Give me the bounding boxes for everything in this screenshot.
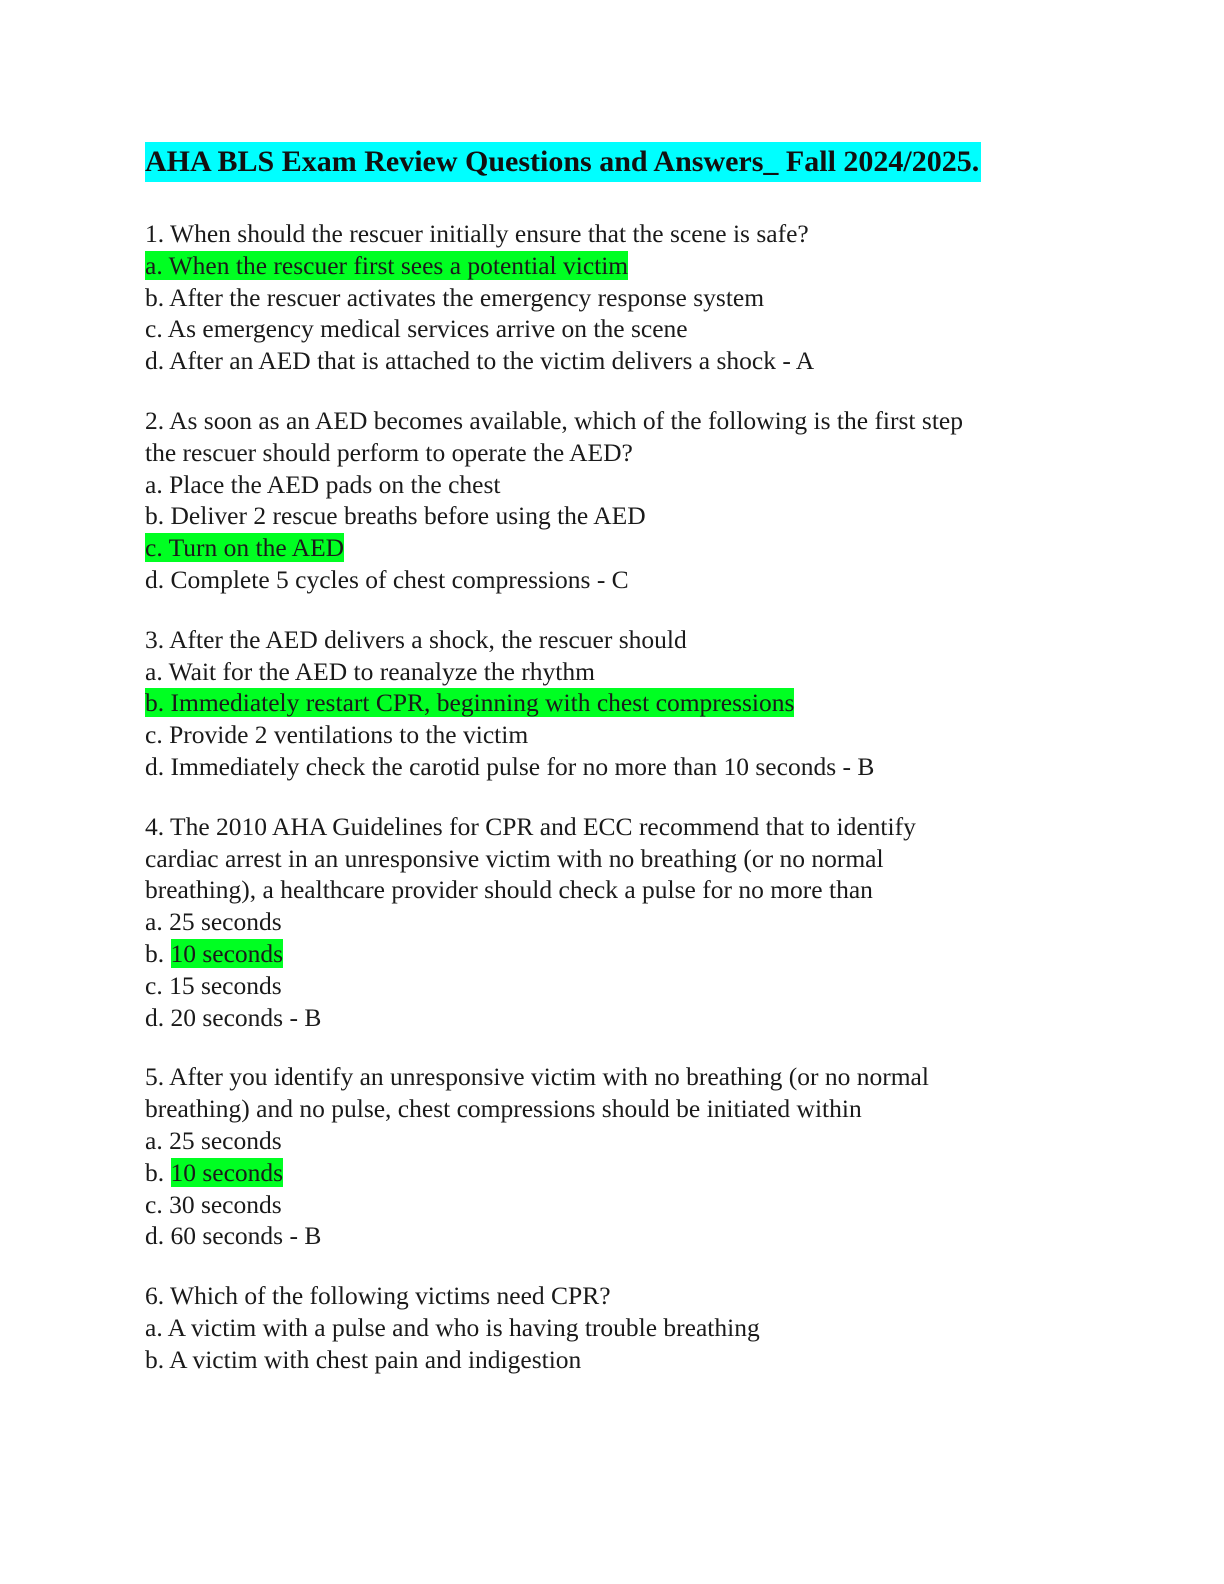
question-6 [145,1280,1085,1375]
question-stem-line: 1. When should the rescuer initially ensure that the scene is safe? [145,219,809,248]
option-text: c. Provide 2 ventilations to the victim [145,720,529,750]
question-1 [145,218,1085,377]
option-letter: b. [145,1157,171,1187]
answer-option-correct [145,938,1085,970]
option-text: d. 20 seconds - B [145,1002,322,1032]
option-text: a. When the rescuer first sees a potential victim [145,250,629,280]
answer-option-correct [145,532,1085,564]
answer-option [145,345,1085,377]
answer-option [145,656,1085,688]
document-title: AHA BLS Exam Review Questions and Answers_ Fall 2024/2025. [145,142,981,182]
option-text: c. As emergency medical services arrive on the scene [145,314,688,344]
option-text: b. A victim with chest pain and indigestion [145,1344,582,1374]
document-page [145,142,1085,1376]
answer-option [145,970,1085,1002]
option-text: a. 25 seconds [145,907,282,937]
option-text: c. Turn on the AED [145,533,345,563]
answer-option [145,282,1085,314]
answer-option [145,564,1085,596]
question-stem-line: cardiac arrest in an unresponsive victim with no breathing (or no normal [145,843,884,873]
question-2 [145,405,1085,596]
option-text: a. 25 seconds [145,1125,282,1155]
option-text: d. After an AED that is attached to the victim delivers a shock - A [145,346,815,376]
answer-option [145,719,1085,751]
answer-option [145,1189,1085,1221]
option-text: a. A victim with a pulse and who is having trouble breathing [145,1312,760,1342]
option-text: c. 15 seconds [145,970,282,1000]
option-text: a. Place the AED pads on the chest [145,469,501,499]
question-stem-line: breathing), a healthcare provider should check a pulse for no more than [145,875,873,905]
question-stem-line: the rescuer should perform to operate the AED? [145,437,633,467]
option-letter: b. [145,938,171,968]
option-text: d. 60 seconds - B [145,1221,322,1251]
answer-option [145,751,1085,783]
question-4 [145,811,1085,1034]
answer-option [145,1125,1085,1157]
option-text: b. Deliver 2 rescue breaths before using the AED [145,501,646,531]
answer-option [145,500,1085,532]
answer-option [145,313,1085,345]
option-text: a. Wait for the AED to reanalyze the rhythm [145,656,595,686]
option-text: d. Complete 5 cycles of chest compressions - C [145,564,629,594]
answer-option-correct [145,250,1085,282]
option-text: d. Immediately check the carotid pulse for no more than 10 seconds - B [145,751,875,781]
question-stem-line: breathing) and no pulse, chest compressions should be initiated within [145,1094,862,1124]
answer-option-correct [145,1157,1085,1189]
question-stem-line: 3. After the AED delivers a shock, the rescuer should [145,624,687,654]
question-stem-line: 4. The 2010 AHA Guidelines for CPR and ECC recommend that to identify [145,811,916,841]
option-text: b. After the rescuer activates the emergency response system [145,282,765,312]
question-stem-line: 6. Which of the following victims need CPR? [145,1281,611,1311]
question-stem-line: 2. As soon as an AED becomes available, which of the following is the first step [145,405,963,435]
question-3 [145,624,1085,783]
question-stem-line: 5. After you identify an unresponsive victim with no breathing (or no normal [145,1062,929,1092]
answer-option [145,1220,1085,1252]
answer-option [145,1312,1085,1344]
option-text: b. Immediately restart CPR, beginning with chest compressions [145,688,795,718]
question-5 [145,1061,1085,1252]
answer-option [145,1002,1085,1034]
answer-option-correct [145,687,1085,719]
answer-option [145,906,1085,938]
answer-option [145,469,1085,501]
answer-option [145,1344,1085,1376]
question-list [145,218,1085,1376]
option-text: 10 seconds [170,938,284,968]
option-text: c. 30 seconds [145,1189,282,1219]
option-text: 10 seconds [170,1157,284,1187]
